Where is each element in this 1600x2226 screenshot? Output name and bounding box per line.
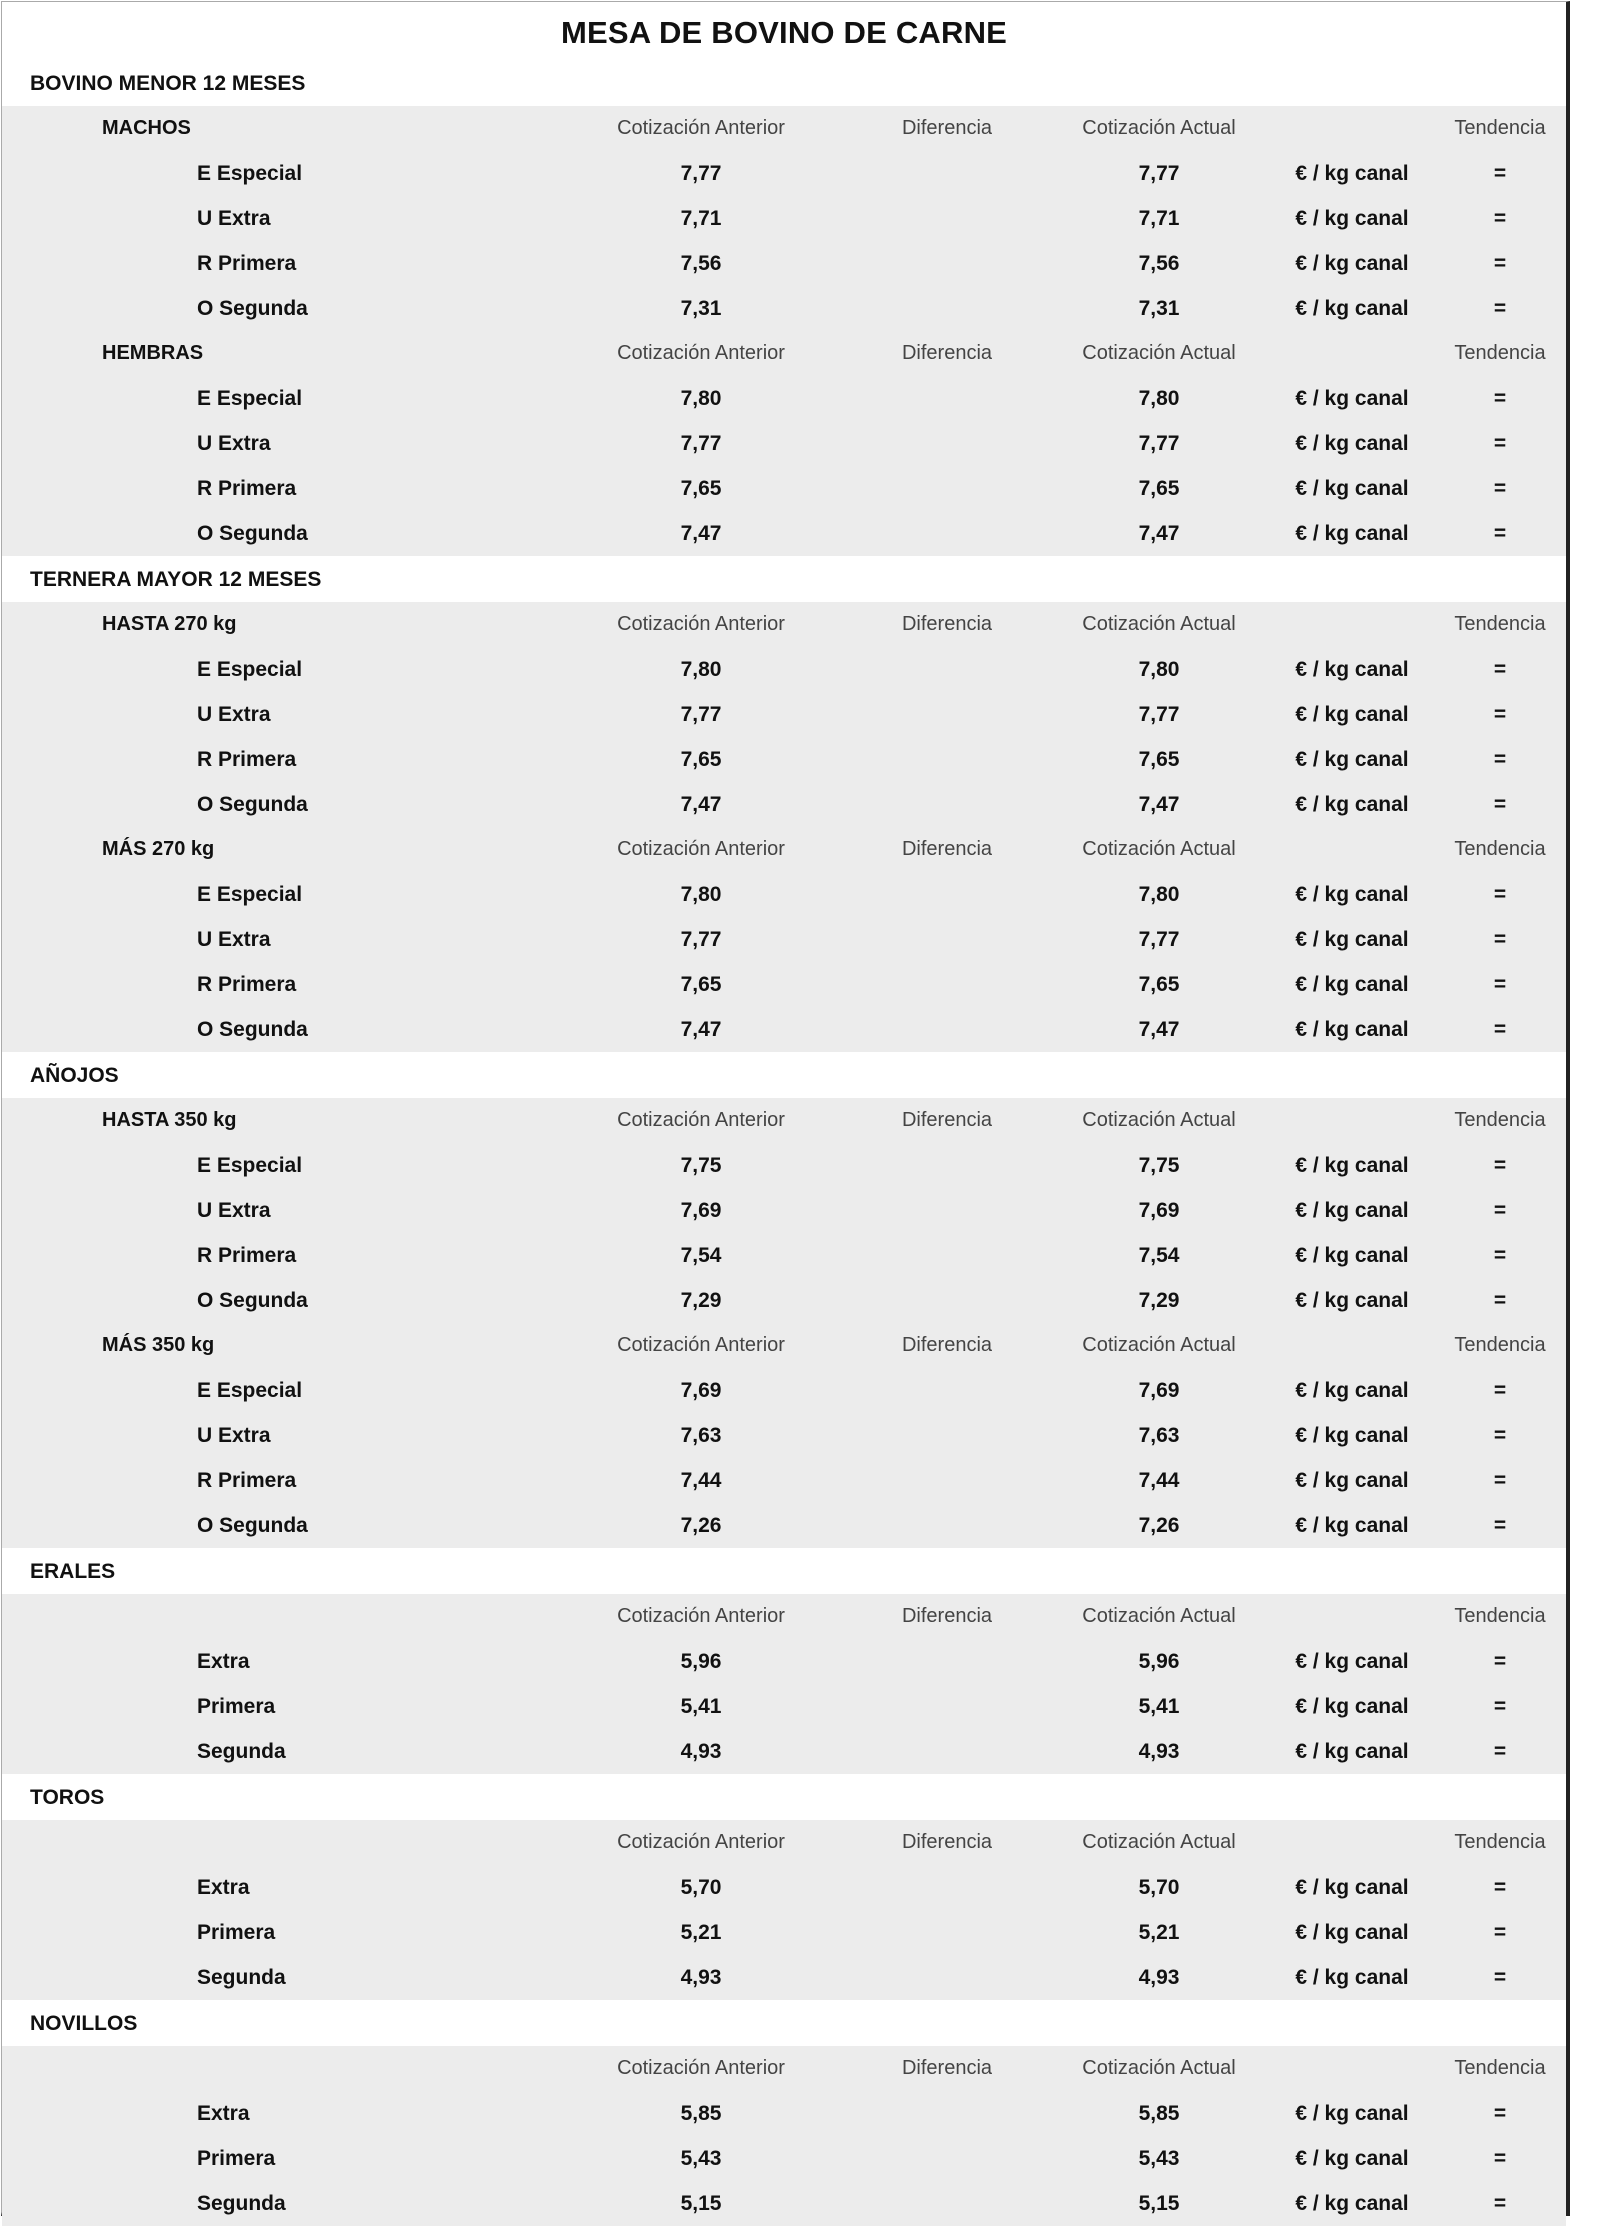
column-header-row xyxy=(2,1594,1566,1639)
trend-indicator: = xyxy=(1493,748,1507,771)
table-row xyxy=(2,962,1566,1007)
grade-label: O Segunda xyxy=(197,1514,308,1537)
group-label: HASTA 270 kg xyxy=(102,613,237,635)
current-price: 7,69 xyxy=(1138,1379,1180,1402)
previous-price: 7,47 xyxy=(680,522,722,545)
previous-price: 4,93 xyxy=(680,1966,722,1989)
previous-price: 7,71 xyxy=(680,207,722,230)
price-unit: € / kg canal xyxy=(1295,1740,1409,1763)
previous-price: 7,69 xyxy=(680,1199,722,1222)
grade-label: O Segunda xyxy=(197,297,308,320)
column-header-trend: Tendencia xyxy=(1454,342,1546,364)
current-price: 5,21 xyxy=(1138,1921,1180,1944)
trend-indicator: = xyxy=(1493,2147,1507,2170)
current-price: 7,80 xyxy=(1138,387,1180,410)
current-price: 7,54 xyxy=(1138,1244,1180,1267)
previous-price: 7,80 xyxy=(680,387,722,410)
column-header-previous-price: Cotización Anterior xyxy=(617,1605,785,1627)
column-header-difference: Diferencia xyxy=(901,1831,993,1853)
column-header-previous-price: Cotización Anterior xyxy=(617,2057,785,2079)
grade-label: U Extra xyxy=(197,1424,271,1447)
previous-price: 7,77 xyxy=(680,162,722,185)
column-header-difference: Diferencia xyxy=(901,1605,993,1627)
current-price: 7,63 xyxy=(1138,1424,1180,1447)
current-price: 7,71 xyxy=(1138,207,1180,230)
table-row xyxy=(2,1729,1566,1774)
group-label: MÁS 270 kg xyxy=(102,838,215,860)
table-row xyxy=(2,692,1566,737)
price-unit: € / kg canal xyxy=(1295,883,1409,906)
table-row xyxy=(2,647,1566,692)
trend-indicator: = xyxy=(1493,162,1507,185)
section-body xyxy=(2,2046,1566,2226)
column-header-previous-price: Cotización Anterior xyxy=(617,342,785,364)
column-header-row xyxy=(2,1323,1566,1368)
previous-price: 5,96 xyxy=(680,1650,722,1673)
section-body xyxy=(2,602,1566,1052)
table-row xyxy=(2,511,1566,556)
trend-indicator: = xyxy=(1493,1424,1507,1447)
previous-price: 7,56 xyxy=(680,252,722,275)
price-unit: € / kg canal xyxy=(1295,297,1409,320)
previous-price: 5,85 xyxy=(680,2102,722,2125)
grade-label: E Especial xyxy=(197,658,303,681)
price-unit: € / kg canal xyxy=(1295,252,1409,275)
grade-label: Segunda xyxy=(197,1740,286,1763)
trend-indicator: = xyxy=(1493,883,1507,906)
price-unit: € / kg canal xyxy=(1295,2147,1409,2170)
price-unit: € / kg canal xyxy=(1295,432,1409,455)
column-header-trend: Tendencia xyxy=(1454,1334,1546,1356)
price-unit: € / kg canal xyxy=(1295,1514,1409,1537)
trend-indicator: = xyxy=(1493,1469,1507,1492)
column-header-current-price: Cotización Actual xyxy=(1082,342,1236,364)
current-price: 7,77 xyxy=(1138,928,1180,951)
current-price: 7,80 xyxy=(1138,883,1180,906)
grade-label: E Especial xyxy=(197,1379,303,1402)
trend-indicator: = xyxy=(1493,973,1507,996)
table-row xyxy=(2,1188,1566,1233)
table-row xyxy=(2,1413,1566,1458)
grade-label: R Primera xyxy=(197,477,297,500)
trend-indicator: = xyxy=(1493,658,1507,681)
column-header-trend: Tendencia xyxy=(1454,2057,1546,2079)
previous-price: 5,21 xyxy=(680,1921,722,1944)
price-unit: € / kg canal xyxy=(1295,522,1409,545)
table-row xyxy=(2,151,1566,196)
current-price: 7,65 xyxy=(1138,477,1180,500)
price-unit: € / kg canal xyxy=(1295,1424,1409,1447)
price-unit: € / kg canal xyxy=(1295,793,1409,816)
current-price: 5,85 xyxy=(1138,2102,1180,2125)
grade-label: R Primera xyxy=(197,1244,297,1267)
column-header-trend: Tendencia xyxy=(1454,1831,1546,1853)
table-row xyxy=(2,872,1566,917)
price-unit: € / kg canal xyxy=(1295,1650,1409,1673)
grade-label: Extra xyxy=(197,1650,250,1673)
previous-price: 7,80 xyxy=(680,883,722,906)
current-price: 7,26 xyxy=(1138,1514,1180,1537)
group-label: HEMBRAS xyxy=(102,342,204,364)
trend-indicator: = xyxy=(1493,793,1507,816)
trend-indicator: = xyxy=(1493,1379,1507,1402)
grade-label: O Segunda xyxy=(197,1289,308,1312)
grade-label: U Extra xyxy=(197,928,271,951)
trend-indicator: = xyxy=(1493,1695,1507,1718)
column-header-row xyxy=(2,2046,1566,2091)
section-header: TERNERA MAYOR 12 MESES xyxy=(2,556,1566,602)
price-unit: € / kg canal xyxy=(1295,1966,1409,1989)
current-price: 5,43 xyxy=(1138,2147,1180,2170)
section-header: TOROS xyxy=(2,1774,1566,1820)
table-row xyxy=(2,2091,1566,2136)
sections-container xyxy=(2,60,1566,2226)
column-header-current-price: Cotización Actual xyxy=(1082,613,1236,635)
table-row xyxy=(2,466,1566,511)
current-price: 4,93 xyxy=(1138,1740,1180,1763)
trend-indicator: = xyxy=(1493,1199,1507,1222)
table-row xyxy=(2,286,1566,331)
grade-label: E Especial xyxy=(197,883,303,906)
price-unit: € / kg canal xyxy=(1295,928,1409,951)
group-label: MÁS 350 kg xyxy=(102,1334,215,1356)
current-price: 7,47 xyxy=(1138,522,1180,545)
grade-label: R Primera xyxy=(197,1469,297,1492)
price-unit: € / kg canal xyxy=(1295,973,1409,996)
grade-label: Extra xyxy=(197,1876,250,1899)
trend-indicator: = xyxy=(1493,522,1507,545)
current-price: 7,77 xyxy=(1138,162,1180,185)
grade-label: E Especial xyxy=(197,1154,303,1177)
current-price: 7,77 xyxy=(1138,432,1180,455)
price-unit: € / kg canal xyxy=(1295,162,1409,185)
column-header-trend: Tendencia xyxy=(1454,1605,1546,1627)
trend-indicator: = xyxy=(1493,477,1507,500)
column-header-row xyxy=(2,331,1566,376)
table-row xyxy=(2,1458,1566,1503)
column-header-previous-price: Cotización Anterior xyxy=(617,1831,785,1853)
table-row xyxy=(2,1865,1566,1910)
column-header-difference: Diferencia xyxy=(901,117,993,139)
price-unit: € / kg canal xyxy=(1295,1695,1409,1718)
price-unit: € / kg canal xyxy=(1295,387,1409,410)
column-header-row xyxy=(2,106,1566,151)
table-row xyxy=(2,2181,1566,2226)
column-header-difference: Diferencia xyxy=(901,838,993,860)
price-unit: € / kg canal xyxy=(1295,1379,1409,1402)
previous-price: 5,70 xyxy=(680,1876,722,1899)
table-row xyxy=(2,2136,1566,2181)
table-row xyxy=(2,1910,1566,1955)
table-row xyxy=(2,1503,1566,1548)
current-price: 7,56 xyxy=(1138,252,1180,275)
current-price: 5,15 xyxy=(1138,2192,1180,2215)
table-row xyxy=(2,196,1566,241)
table-row xyxy=(2,1278,1566,1323)
section-body xyxy=(2,106,1566,556)
price-unit: € / kg canal xyxy=(1295,477,1409,500)
table-row xyxy=(2,737,1566,782)
column-header-previous-price: Cotización Anterior xyxy=(617,1334,785,1356)
column-header-previous-price: Cotización Anterior xyxy=(617,613,785,635)
trend-indicator: = xyxy=(1493,1740,1507,1763)
section-body xyxy=(2,1820,1566,2000)
price-unit: € / kg canal xyxy=(1295,2192,1409,2215)
table-row xyxy=(2,1368,1566,1413)
previous-price: 7,69 xyxy=(680,1379,722,1402)
previous-price: 7,54 xyxy=(680,1244,722,1267)
grade-label: E Especial xyxy=(197,162,303,185)
section-body xyxy=(2,1098,1566,1548)
column-header-difference: Diferencia xyxy=(901,613,993,635)
column-header-current-price: Cotización Actual xyxy=(1082,117,1236,139)
trend-indicator: = xyxy=(1493,207,1507,230)
column-header-current-price: Cotización Actual xyxy=(1082,1831,1236,1853)
price-unit: € / kg canal xyxy=(1295,1876,1409,1899)
table-row xyxy=(2,1955,1566,2000)
table-row xyxy=(2,241,1566,286)
section-header: NOVILLOS xyxy=(2,2000,1566,2046)
grade-label: Primera xyxy=(197,2147,276,2170)
trend-indicator: = xyxy=(1493,252,1507,275)
trend-indicator: = xyxy=(1493,1154,1507,1177)
price-unit: € / kg canal xyxy=(1295,2102,1409,2125)
previous-price: 7,26 xyxy=(680,1514,722,1537)
previous-price: 7,29 xyxy=(680,1289,722,1312)
price-unit: € / kg canal xyxy=(1295,748,1409,771)
section-header: BOVINO MENOR 12 MESES xyxy=(2,60,1566,106)
price-unit: € / kg canal xyxy=(1295,1154,1409,1177)
price-unit: € / kg canal xyxy=(1295,1244,1409,1267)
column-header-row xyxy=(2,1820,1566,1865)
column-header-trend: Tendencia xyxy=(1454,1109,1546,1131)
table-row xyxy=(2,1007,1566,1052)
column-header-current-price: Cotización Actual xyxy=(1082,838,1236,860)
current-price: 7,44 xyxy=(1138,1469,1180,1492)
previous-price: 4,93 xyxy=(680,1740,722,1763)
previous-price: 7,65 xyxy=(680,748,722,771)
price-unit: € / kg canal xyxy=(1295,658,1409,681)
column-header-current-price: Cotización Actual xyxy=(1082,2057,1236,2079)
column-header-row xyxy=(2,1098,1566,1143)
previous-price: 7,77 xyxy=(680,432,722,455)
column-header-current-price: Cotización Actual xyxy=(1082,1109,1236,1131)
previous-price: 7,63 xyxy=(680,1424,722,1447)
previous-price: 5,15 xyxy=(680,2192,722,2215)
table-row xyxy=(2,1233,1566,1278)
price-unit: € / kg canal xyxy=(1295,1921,1409,1944)
current-price: 7,29 xyxy=(1138,1289,1180,1312)
previous-price: 7,44 xyxy=(680,1469,722,1492)
grade-label: R Primera xyxy=(197,973,297,996)
column-header-row xyxy=(2,602,1566,647)
column-header-current-price: Cotización Actual xyxy=(1082,1334,1236,1356)
current-price: 7,77 xyxy=(1138,703,1180,726)
column-header-trend: Tendencia xyxy=(1454,117,1546,139)
table-row xyxy=(2,376,1566,421)
column-header-row xyxy=(2,827,1566,872)
trend-indicator: = xyxy=(1493,2102,1507,2125)
previous-price: 5,41 xyxy=(680,1695,722,1718)
trend-indicator: = xyxy=(1493,387,1507,410)
column-header-difference: Diferencia xyxy=(901,342,993,364)
column-header-previous-price: Cotización Anterior xyxy=(617,1109,785,1131)
price-unit: € / kg canal xyxy=(1295,1018,1409,1041)
price-unit: € / kg canal xyxy=(1295,1469,1409,1492)
column-header-difference: Diferencia xyxy=(901,1109,993,1131)
price-unit: € / kg canal xyxy=(1295,207,1409,230)
trend-indicator: = xyxy=(1493,1018,1507,1041)
table-row xyxy=(2,421,1566,466)
current-price: 7,65 xyxy=(1138,748,1180,771)
previous-price: 7,77 xyxy=(680,928,722,951)
previous-price: 7,75 xyxy=(680,1154,722,1177)
grade-label: U Extra xyxy=(197,703,271,726)
column-header-difference: Diferencia xyxy=(901,1334,993,1356)
section-body xyxy=(2,1594,1566,1774)
trend-indicator: = xyxy=(1493,703,1507,726)
grade-label: Segunda xyxy=(197,1966,286,1989)
previous-price: 7,31 xyxy=(680,297,722,320)
trend-indicator: = xyxy=(1493,1244,1507,1267)
previous-price: 7,47 xyxy=(680,1018,722,1041)
trend-indicator: = xyxy=(1493,1289,1507,1312)
table-row xyxy=(2,1684,1566,1729)
previous-price: 7,80 xyxy=(680,658,722,681)
column-header-previous-price: Cotización Anterior xyxy=(617,117,785,139)
current-price: 7,47 xyxy=(1138,793,1180,816)
current-price: 7,80 xyxy=(1138,658,1180,681)
grade-label: U Extra xyxy=(197,207,271,230)
column-header-trend: Tendencia xyxy=(1454,613,1546,635)
trend-indicator: = xyxy=(1493,2192,1507,2215)
price-unit: € / kg canal xyxy=(1295,1289,1409,1312)
column-header-current-price: Cotización Actual xyxy=(1082,1605,1236,1627)
current-price: 5,70 xyxy=(1138,1876,1180,1899)
price-unit: € / kg canal xyxy=(1295,703,1409,726)
column-header-trend: Tendencia xyxy=(1454,838,1546,860)
previous-price: 5,43 xyxy=(680,2147,722,2170)
previous-price: 7,65 xyxy=(680,973,722,996)
grade-label: Extra xyxy=(197,2102,250,2125)
price-unit: € / kg canal xyxy=(1295,1199,1409,1222)
table-row xyxy=(2,917,1566,962)
current-price: 7,69 xyxy=(1138,1199,1180,1222)
grade-label: R Primera xyxy=(197,748,297,771)
grade-label: Primera xyxy=(197,1921,276,1944)
column-header-previous-price: Cotización Anterior xyxy=(617,838,785,860)
group-label: MACHOS xyxy=(102,117,191,139)
grade-label: U Extra xyxy=(197,1199,271,1222)
current-price: 7,31 xyxy=(1138,297,1180,320)
trend-indicator: = xyxy=(1493,1514,1507,1537)
grade-label: O Segunda xyxy=(197,793,308,816)
grade-label: O Segunda xyxy=(197,522,308,545)
trend-indicator: = xyxy=(1493,1876,1507,1899)
grade-label: U Extra xyxy=(197,432,271,455)
section-header: AÑOJOS xyxy=(2,1052,1566,1098)
grade-label: Primera xyxy=(197,1695,276,1718)
grade-label: O Segunda xyxy=(197,1018,308,1041)
group-label: HASTA 350 kg xyxy=(102,1109,237,1131)
trend-indicator: = xyxy=(1493,432,1507,455)
table-row xyxy=(2,782,1566,827)
current-price: 7,47 xyxy=(1138,1018,1180,1041)
section-header: ERALES xyxy=(2,1548,1566,1594)
grade-label: R Primera xyxy=(197,252,297,275)
current-price: 7,65 xyxy=(1138,973,1180,996)
grade-label: E Especial xyxy=(197,387,303,410)
page-title: MESA DE BOVINO DE CARNE xyxy=(560,15,1008,50)
current-price: 4,93 xyxy=(1138,1966,1180,1989)
current-price: 5,41 xyxy=(1138,1695,1180,1718)
current-price: 7,75 xyxy=(1138,1154,1180,1177)
previous-price: 7,65 xyxy=(680,477,722,500)
grade-label: Segunda xyxy=(197,2192,286,2215)
current-price: 5,96 xyxy=(1138,1650,1180,1673)
trend-indicator: = xyxy=(1493,1921,1507,1944)
previous-price: 7,77 xyxy=(680,703,722,726)
trend-indicator: = xyxy=(1493,928,1507,951)
table-row xyxy=(2,1143,1566,1188)
trend-indicator: = xyxy=(1493,1966,1507,1989)
column-header-difference: Diferencia xyxy=(901,2057,993,2079)
table-row xyxy=(2,1639,1566,1684)
previous-price: 7,47 xyxy=(680,793,722,816)
price-table-document xyxy=(1,1,1570,2216)
trend-indicator: = xyxy=(1493,1650,1507,1673)
trend-indicator: = xyxy=(1493,297,1507,320)
